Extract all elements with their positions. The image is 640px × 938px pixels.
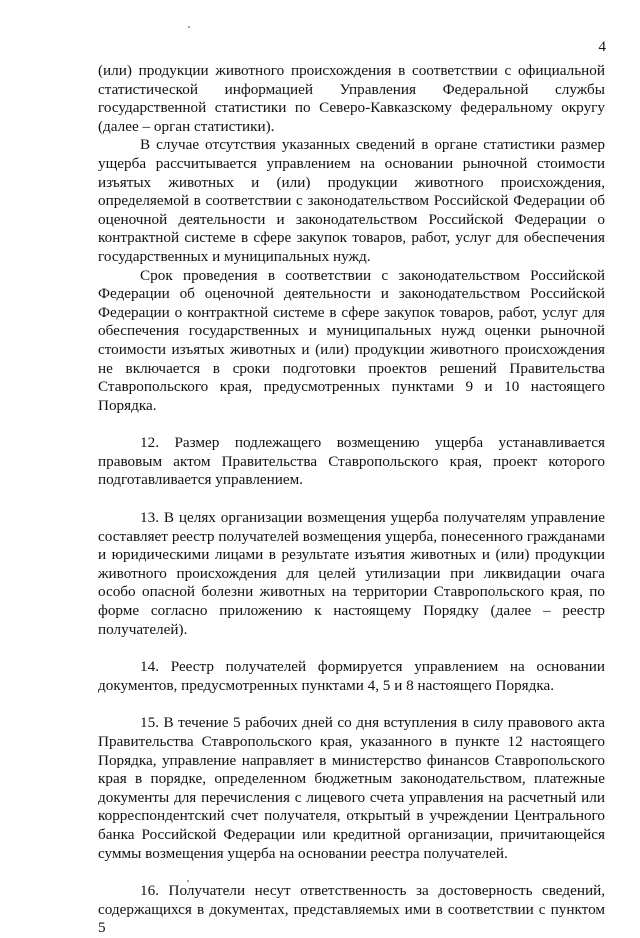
document-body — [98, 62, 605, 938]
paragraph-15: 15. В течение 5 рабочих дней со дня вступления в силу правового акта Правительства Ставропольского края, указанного в пункте 12 настоящего Порядка, управление направляет в министерство финансов Ставропольского края в порядке, определенном бюджетным законодательством, платежные документы для перечисления с лицевого счета управления на расчетный или корреспондентский счет получателя, открытый в учреждении Центрального банка Российской Федерации или кредитной организации, причитающейся суммы возмещения ущерба на основании реестра получателей. — [98, 714, 605, 862]
paragraph-13: 13. В целях организации возмещения ущерба получателям управление составляет реестр получателей возмещения ущерба, понесенного гражданами и юридическими лицами в результате изъятия животных и (или) продукции животного происхождения для целей утилизации при ликвидации очага особо опасной болезни животных на территории Ставропольского края, по форме согласно приложению к настоящему Порядку (далее – реестр получателей). — [98, 509, 605, 638]
page-number: 4 — [598, 39, 606, 55]
scan-speck — [188, 26, 190, 28]
paragraph-market-value: В случае отсутствия указанных сведений в органе статистики размер ущерба рассчитывается управлением на основании рыночной стоимости изъятых животных и (или) продукции животного происхождения, определяемой в соответствии с законодательством Российской Федерации об оценочной деятельности и законодательством Российской Федерации о контрактной системе в сфере закупок товаров, работ, услуг для обеспечения государственных и муниципальных нужд. — [98, 136, 605, 265]
paragraph-14: 14. Реестр получателей формируется управлением на основании документов, предусмотренных пунктами 4, 5 и 8 настоящего Порядка. — [98, 658, 605, 694]
paragraph-16: 16. Получатели несут ответственность за достоверность сведений, содержащихся в документах, представляемых ими в соответствии с пунктом 5 — [98, 882, 605, 937]
paragraph-statistics-source: (или) продукции животного происхождения в соответствии с официальной статистической информацией Управления Федеральной службы государственной статистики по Северо-Кавказскому федеральному округу (далее – орган статистики). — [98, 62, 605, 135]
paragraph-12: 12. Размер подлежащего возмещению ущерба устанавливается правовым актом Правительства Ставропольского края, проект которого подготавливается управлением. — [98, 434, 605, 489]
paragraph-assessment-term: Срок проведения в соответствии с законодательством Российской Федерации об оценочной деятельности и законодательством Российской Федерации о контрактной системе в сфере закупок товаров, работ, услуг для обеспечения государственных и муниципальных нужд оценки рыночной стоимости изъятых животных и (или) продукции животного происхождения не включается в сроки подготовки проектов решений Правительства Ставропольского края, предусмотренных пунктами 9 и 10 настоящего Порядка. — [98, 266, 605, 414]
